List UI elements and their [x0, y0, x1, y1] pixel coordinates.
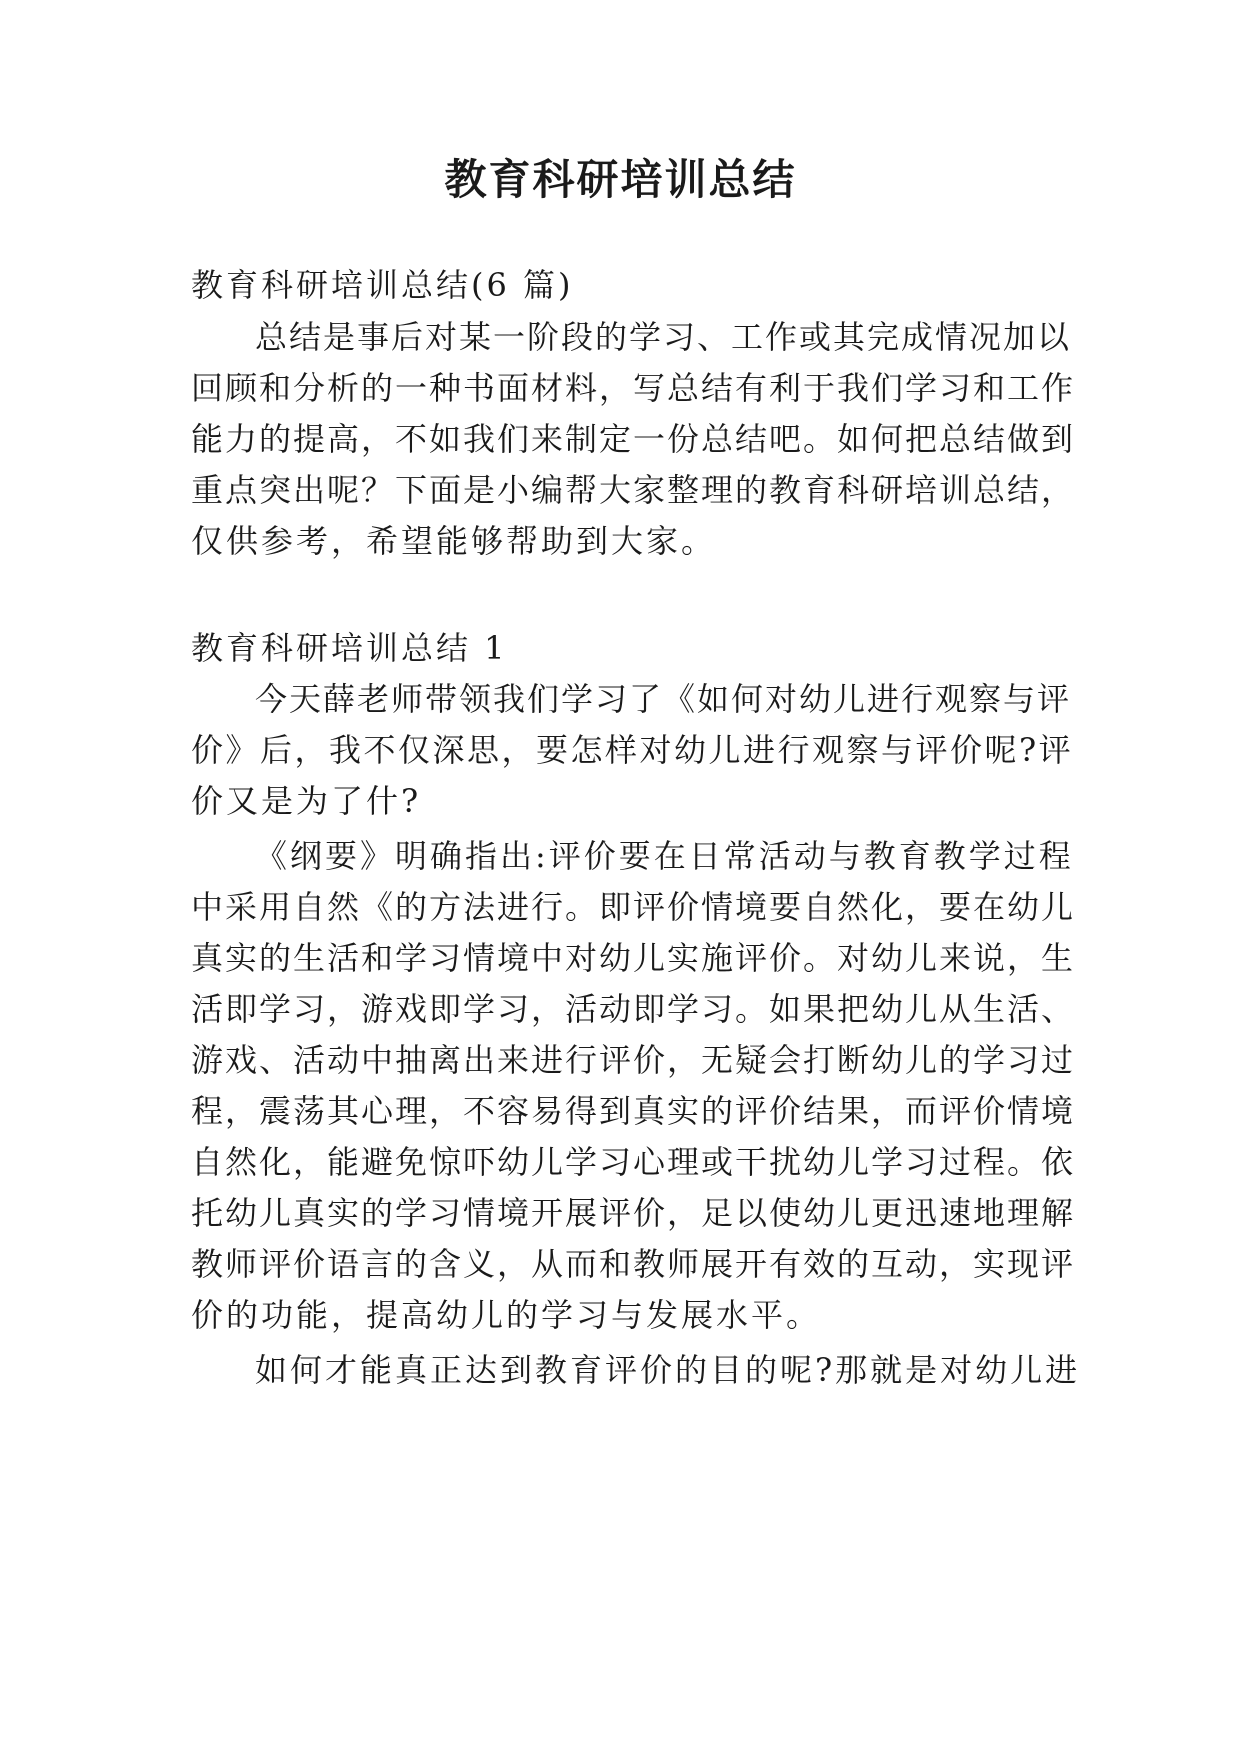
intro-line: 能力的提高，不如我们来制定一份总结吧。如何把总结做到 [191, 420, 1076, 458]
paragraph-line: 托幼儿真实的学习情境开展评价，足以使幼儿更迅速地理解 [191, 1194, 1076, 1232]
section-heading: 教育科研培训总结 1 [191, 629, 508, 667]
paragraph-line: 游戏、活动中抽离出来进行评价，无疑会打断幼儿的学习过 [191, 1041, 1076, 1079]
paragraph-line: 自然化，能避免惊吓幼儿学习心理或干扰幼儿学习过程。依 [191, 1143, 1076, 1181]
paragraph-line: 价》后，我不仅深思，要怎样对幼儿进行观察与评价呢?评 [191, 731, 1074, 769]
document-title: 教育科研培训总结 [444, 155, 797, 204]
intro-line: 仅供参考，希望能够帮助到大家。 [191, 522, 717, 560]
paragraph-line: 教师评价语言的含义，从而和教师展开有效的互动，实现评 [191, 1245, 1076, 1283]
paragraph-line: 程，震荡其心理，不容易得到真实的评价结果，而评价情境 [191, 1092, 1076, 1130]
paragraph-line: 活即学习，游戏即学习，活动即学习。如果把幼儿从生活、 [191, 990, 1076, 1028]
intro-line: 重点突出呢？下面是小编帮大家整理的教育科研培训总结， [191, 471, 1076, 509]
paragraph-line: 今天薛老师带领我们学习了《如何对幼儿进行观察与评 [255, 680, 1072, 718]
document-subtitle: 教育科研培训总结(6 篇) [191, 266, 574, 304]
intro-line: 回顾和分析的一种书面材料，写总结有利于我们学习和工作 [191, 369, 1076, 407]
intro-line: 总结是事后对某一阶段的学习、工作或其完成情况加以 [255, 318, 1072, 356]
paragraph-line: 如何才能真正达到教育评价的目的呢?那就是对幼儿进 [255, 1351, 1081, 1389]
paragraph-line: 价的功能，提高幼儿的学习与发展水平。 [191, 1296, 822, 1334]
paragraph-line: 《纲要》明确指出:评价要在日常活动与教育教学过程 [255, 837, 1074, 875]
paragraph-line: 价又是为了什? [191, 782, 422, 820]
paragraph-line: 中采用自然《的方法进行。即评价情境要自然化，要在幼儿 [191, 888, 1076, 926]
paragraph-line: 真实的生活和学习情境中对幼儿实施评价。对幼儿来说，生 [191, 939, 1076, 977]
